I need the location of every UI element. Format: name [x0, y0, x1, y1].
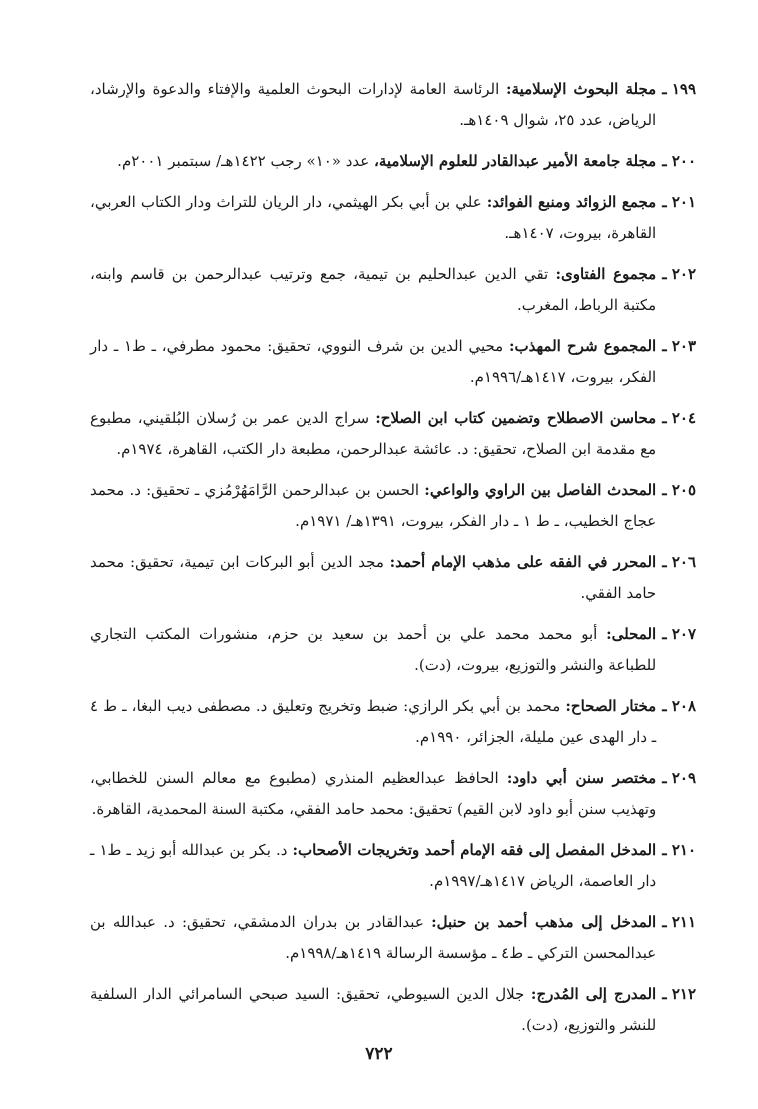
entry-text: عبدالقادر بن بدران الدمشقي، تحقيق: د. عبدالله بن عبدالمحسن التركي ـ ط٤ ـ مؤسسة الرسالة ١٤١٩هـ/١٩٩٨م. [90, 913, 657, 962]
entry-body [90, 979, 656, 1041]
entry-title: مجلة جامعة الأمير عبدالقادر للعلوم الإسلامية، [374, 152, 657, 170]
entry-text: محمد بن أبي بكر الرازي: ضبط وتخريج وتعليق د. مصطفى ديب البغا، ـ ط ٤ ـ دار الهدى عين مليلة، الجزائر، ١٩٩٠م. [90, 697, 657, 746]
entry-title: محاسن الاصطلاح وتضمين كتاب ابن الصلاح: [375, 409, 657, 427]
entry-number: ٢٠٢ ـ [662, 265, 696, 283]
entry-number: ١٩٩ ـ [662, 80, 696, 98]
entry-number: ٢٠١ ـ [662, 193, 696, 211]
bibliography-entry [90, 907, 696, 969]
entry-number: ٢٠٧ ـ [662, 625, 696, 643]
entry-body [90, 763, 656, 825]
entry-text: د. بكر بن عبدالله أبو زيد ـ ط١ ـ دار العاصمة، الرياض ١٤١٧هـ/١٩٩٧م. [90, 841, 657, 890]
entry-body [90, 187, 656, 249]
entry-text: أبو محمد محمد علي بن أحمد بن سعيد بن حزم، منشورات المكتب التجاري للطباعة والنشر والتوزيع، بيروت، (دت). [90, 625, 657, 674]
entry-body [90, 691, 656, 753]
entry-text: الحسن بن عبدالرحمن الرَّامَهُرْمُزي ـ تحقيق: د. محمد عجاج الخطيب، ـ ط ١ ـ دار الفكر، بيروت، ١٣٩١هـ/ ١٩٧١م. [90, 481, 657, 530]
bibliography-entry [90, 146, 696, 177]
entry-number: ٢٠٣ ـ [662, 337, 696, 355]
bibliography-entry [90, 691, 696, 753]
entry-text: الرئاسة العامة لإدارات البحوث العلمية والإفتاء والدعوة والإرشاد، الرياض، عدد ٢٥، شوال ١٤٠٩هـ. [90, 80, 657, 129]
bibliography-entry [90, 475, 696, 537]
entry-title: مجلة البحوث الإسلامية: [506, 80, 657, 98]
entry-body [90, 74, 656, 136]
entry-text: سراج الدين عمر بن رُسلان البُلقيني، مطبوع مع مقدمة ابن الصلاح، تحقيق: د. عائشة عبدالرحمن، مطبعة دار الكتب، القاهرة، ١٩٧٤م. [90, 409, 657, 458]
bibliography-entry [90, 979, 696, 1041]
bibliography-entry [90, 547, 696, 609]
bibliography-list [90, 74, 696, 1051]
entry-text: الحافظ عبدالعظيم المنذري (مطبوع مع معالم السنن للخطابي، وتهذيب سنن أبو داود لابن القيم) تحقيق: محمد حامد الفقي، مكتبة السنة المحمدية، القاهرة. [90, 769, 657, 818]
entry-title: المدخل المفصل إلى فقه الإمام أحمد وتخريجات الأصحاب: [292, 841, 657, 859]
entry-number: ٢٠٨ ـ [662, 697, 696, 715]
entry-title: المدخل إلى مذهب أحمد بن حنبل: [431, 913, 657, 931]
page-number: ٧٢٢ [365, 1044, 393, 1064]
entry-title: المحدث الفاصل بين الراوي والواعي: [424, 481, 657, 499]
entry-body [90, 619, 656, 681]
entry-body [90, 475, 656, 537]
bibliography-entry [90, 835, 696, 897]
entry-title: مختار الصحاح: [565, 697, 657, 715]
entry-title: المحلى: [606, 625, 657, 643]
entry-body [90, 907, 656, 969]
entry-number: ٢١١ ـ [662, 913, 696, 931]
entry-title: المدرج إلى المُدرج: [530, 985, 657, 1003]
entry-text: محيي الدين بن شرف النووي، تحقيق: محمود مطرفي، ـ ط١ ـ دار الفكر، بيروت، ١٤١٧هـ/١٩٩٦م. [90, 337, 657, 386]
entry-title: المجموع شرح المهذب: [508, 337, 657, 355]
bibliography-entry [90, 331, 696, 393]
bibliography-entry [90, 403, 696, 465]
entry-number: ٢٠٠ ـ [662, 152, 696, 170]
entry-text: مجد الدين أبو البركات ابن تيمية، تحقيق: محمد حامد الفقي. [90, 553, 657, 602]
entry-text: علي بن أبي بكر الهيثمي، دار الريان للتراث ودار الكتاب العربي، القاهرة، بيروت، ١٤٠٧هـ. [90, 193, 657, 242]
bibliography-entry [90, 763, 696, 825]
entry-body [90, 146, 656, 177]
entry-title: مجموع الفتاوى: [555, 265, 657, 283]
entry-body [90, 403, 656, 465]
bibliography-entry [90, 259, 696, 321]
entry-body [90, 547, 656, 609]
bibliography-entry [90, 619, 696, 681]
entry-title: مختصر سنن أبي داود: [506, 769, 657, 787]
entry-text: عدد «١٠» رجب ١٤٢٢هـ/ سبتمبر ٢٠٠١م. [117, 152, 375, 170]
entry-title: المحرر في الفقه على مذهب الإمام أحمد: [389, 553, 657, 571]
bibliography-entry [90, 187, 696, 249]
entry-number: ٢١٢ ـ [662, 985, 696, 1003]
entry-body [90, 331, 656, 393]
entry-body [90, 835, 656, 897]
entry-body [90, 259, 656, 321]
entry-number: ٢٠٩ ـ [662, 769, 696, 787]
entry-number: ٢٠٥ ـ [662, 481, 696, 499]
bibliography-entry [90, 74, 696, 136]
entry-text: تقي الدين عبدالحليم بن تيمية، جمع وترتيب عبدالرحمن بن قاسم وابنه، مكتبة الرباط، المغرب. [90, 265, 657, 314]
entry-number: ٢٠٤ ـ [662, 409, 696, 427]
entry-number: ٢٠٦ ـ [662, 553, 696, 571]
entry-text: جلال الدين السيوطي، تحقيق: السيد صبحي السامرائي الدار السلفية للنشر والتوزيع، (دت). [90, 985, 657, 1034]
entry-title: مجمع الزوائد ومنبع الفوائد: [486, 193, 657, 211]
entry-number: ٢١٠ ـ [662, 841, 696, 859]
